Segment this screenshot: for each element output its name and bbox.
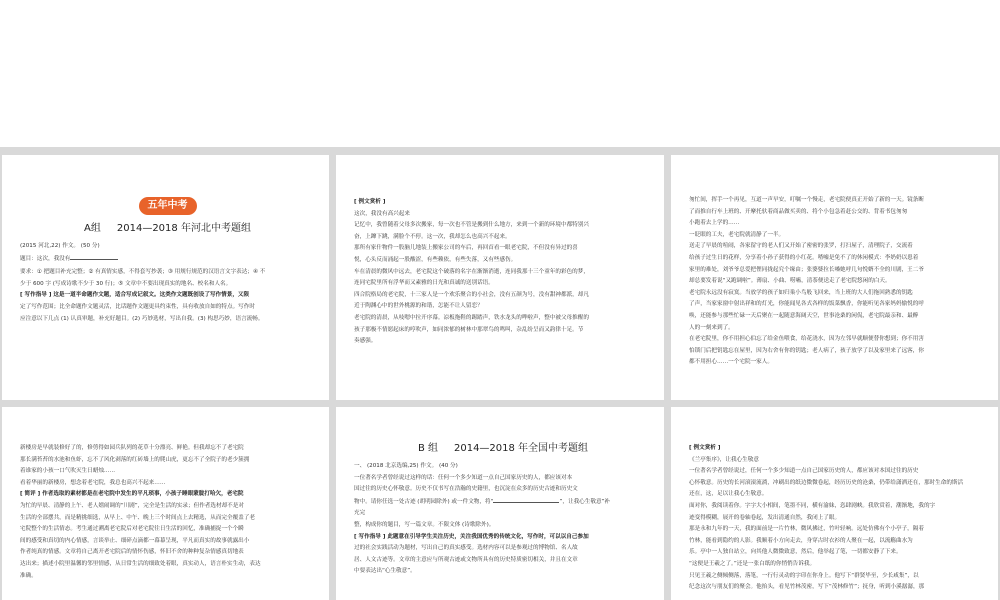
text-line: 给孩子过生日的花样，分享着小孙子获得的小红花。喳嘘是免不了的休闲模式：李奶奶以患着: [689, 254, 919, 261]
section-title-a: A组 2014—2018 年河北中考题组: [84, 223, 251, 234]
text-line: 充完: [354, 510, 366, 517]
text-line: 却总要发着说“又跑调啦”。薄扇、小曲、唠嗑，清茶便送走了老宅院悠闲的白天。: [689, 278, 891, 285]
section-title-b: B 组 2014—2018 年全国中考题组: [417, 443, 589, 454]
text-line: 连同宅院里所有浮华而又素雅的日光和真诚的送别话语。: [354, 280, 494, 287]
text-line: 奏感强。: [354, 338, 377, 345]
text-line: 都不用担心……一个宅院一家人。: [689, 359, 773, 366]
text-line: 宅院整个的生活情态。考生通过溯离老宅院后对老宅院往日生活的回忆，准确捕捉一个个瞬: [20, 526, 244, 533]
text-line: 悦，心头反而涌起一股酸涩，有些赖依，有些失落，又有些感伤。: [354, 256, 517, 263]
text-line: 在老宅院里，你不用担心伯忘了给金鱼喂食，给花浇水，因为左邻早就顺便替你想到；你不用害: [689, 336, 924, 343]
text-line: 那是永和九年的一天，我的面前是一片竹林，微风拂过，竹叶轻响。远处仿佛有个小亭子，隔着: [689, 526, 924, 533]
text-line: 国过往的历史心怀敬意。历史不仅书写在浩瀚的史籍里，也沉淀在众多的历史古迹和历史文: [354, 486, 578, 493]
text-line: [ 简评 ] 作者选取的素材都是在老宅院中发生的平凡琐事，小孩子睡眼蒙胧打哈欠，老宅院: [20, 491, 244, 498]
text-line: 心怀敬意。历史的长河滚滚流淌，冲刷出的纸边微微卷起，经历历史的沧桑，仍带给潇洒还在，那时生命的斯活: [689, 479, 964, 486]
text-line: 老宅院的清晨，从吱嗯中拉开序幕。凉板拖鞋的踢踏声，铁水龙头的哗啦声，整中被父母推醒的: [354, 314, 589, 321]
text-line: 唤，还能参与那些忙碌一天后聚在一起随意海阔天空，世事沧桑的闲侃，老宅院最亲和、最醉: [689, 312, 919, 319]
text-line: 车在清晨的微风中远去，老宅院这个破落的名字在渐渐消逝，连同我那十三个童年的彩色的梦，: [354, 268, 589, 275]
text-line: 一位著名学者曾经说过这样的话：任何一个多少知道一点自己国家历史的人，都应该对本: [354, 474, 573, 481]
text-line: 那所有家什物件一股脑儿地装上搬家公司的车后，再回首看一眼老宅院，不但没有异过的喜: [354, 245, 578, 252]
text-line: [ 例文赏析 ]: [354, 199, 386, 205]
text-line: 一、 (2018 北京选编,25) 作文。 (40 分): [354, 463, 458, 469]
text-line: [ 写作指导 ] 此题意在引导学生关注历史，关注我国优秀的传统文化，写作时，可以以自己参加: [354, 533, 589, 540]
text-line: 为忙的早晨、清静的上午、老人嬉闹调的“川剧”，完全是生活的实录；但作者选材却不是对: [20, 502, 244, 509]
blank-underline: [70, 253, 118, 260]
document-page-2: [336, 155, 664, 400]
text-line: 了声，当家家窗中射出祥和的灯光，你能闻见各式各样的饭菜飘香，你能听见各家妈妈愉悦的呼: [689, 301, 924, 308]
text-line: 看着华丽的新楼房，想念着老宅院，我总也高兴不起来……: [20, 479, 166, 486]
text-line: 迹变得模糊，展开的卷轴卷起，发出清通自然，我闭上了眼。: [689, 514, 841, 521]
text-line: 那长满苔苔的水池和鱼虾，忘不了风化剥落的红砖墙上的爬山虎，更忘不了全院子的老少簇拥: [20, 456, 250, 463]
text-line: 家里的难处，刘爷爷总爱把俚同拢起究个缘由；张婆婆拉长嗓她呼几句悦婿不全的川剧，王二爷: [689, 266, 924, 273]
text-line: 匆忙间，挥手一个再见，互道一声早安，叮嘱一个慢走，老宅院便真正开始了新的一天。镜条断: [689, 197, 924, 203]
text-line: 纪念这次与朋友们的聚会。他抬头，看见竹林茂密，写下“茂林修竹”；抚身，听到小溪潺潺，那: [689, 584, 925, 591]
text-line: 了而推自行车上班的、开摩托驮着商品做买卖的、将个小包急着赶公交的、背着书包匆匆: [689, 208, 908, 215]
text-line: 中要表达出“心生敬意”。: [354, 568, 416, 575]
document-page-5: [336, 407, 664, 600]
text-line: 作者纯真的情感。文章将自己离开老宅院后的情怀伤感，怀旧不舍的种种复杂情感真切地表: [20, 549, 244, 556]
text-line: 送走了早晨的喧闹，各家留守的老人们又开始了密密的张罗，打扫屋子，清理院子，交流着: [689, 243, 913, 250]
text-line: 题目：这次，我没有: [20, 253, 315, 266]
text-line: 人的一刻来到了。: [689, 324, 734, 331]
text-line: 着谁家的小孩一口气吹灭生日蜡烛……: [20, 468, 116, 475]
text-line: “这便是王羲之了。”还是一张白纸的你悄悄告诉我。: [689, 560, 816, 567]
text-line: 定了写作范围；比全命题作文题灵活，比话题作文题更具约束性，具有收放自如的特点。写作时: [20, 303, 255, 310]
document-page-1: [2, 155, 329, 400]
text-line: 老宅院永远没有寂寞。当放学的孩子如归巢小鸟般飞回来，当上班的大人们拖回熟悉的钥匙: [689, 289, 913, 296]
text-line: 过的社会实践活动为题材，写出自己的真实感受。选材内容可以是参观过的博物馆、名人故: [354, 545, 578, 552]
text-line: [ 例文赏析 ]: [689, 445, 721, 451]
text-line: 近于陶渊心中的世外桃源的和谐，怎能不让人留恋？: [354, 303, 483, 310]
text-line: 要求：① 把题目补充完整；② 有真情实感，不得套写抄袭；③ 用规行规范的汉语言文字表达；④ 不: [20, 269, 266, 276]
text-line: 乐。亭中一人独自站立，向其他人微微致意，然后，他举起了笔，一切都安静了下来。: [689, 549, 902, 556]
text-line: 应注意以下几点 (1) 认真审题，补充好题目。(2) 巧妙选材，写出自我。(3) 构思巧妙，语言流畅。: [20, 315, 264, 322]
text-line: (2015 河北,22) 作文。 (50 分): [20, 243, 100, 249]
text-line: 竹林，能看到隐约的人影。我顺着小方向走去，身穿古时衣衫的人聚在一起，以流觞曲水为: [689, 537, 913, 544]
text-line: 新楼房是早就装修好了的，修剪得如园兵队列的花草十分漂亮、鲜艳。但我却忘不了老宅院: [20, 445, 244, 451]
text-line: 孩子那极不情愿起床的哼吹声，如同浓郁的树林中那翠鸟的鸣叫，杂乱纷呈而又韵律十足。节: [354, 326, 584, 333]
document-page-4: [2, 407, 329, 600]
text-line: 间的感受和真切的内心情感，言谈举止、细碎点滴都一幕幕呈现，平凡而真实的故事就露出小: [20, 537, 250, 544]
text-line: 这次，我没有高兴起来: [354, 210, 410, 217]
text-line: 小跑着去上学的……: [689, 220, 740, 227]
blank-page-top: [0, 0, 1000, 147]
text-line: 少于 600 字 (写成诗歌不少于 30 行)；⑤ 文章中不要出现真实的地名、校名和人名。: [20, 280, 232, 287]
text-line: 物中。请你任选一处古迹 (胡明园除外) 或一件文物，将“ ”，让我心生敬意”补: [354, 496, 652, 509]
text-line: 记忆中，我曾随着父母多次搬家，每一次也不管是搬到什么地方，来到一个新的环境中都特别兴: [354, 222, 589, 229]
text-line: 面对你，我阅读着你。字字大小相间，笔墨不同，横有渝妹，恣肆剧峡。我欣赏着，潮渐地，我的字: [689, 502, 936, 509]
text-line: 整，构成你的题目，写一篇文章。不限文体 (诗歌除外)。: [354, 521, 495, 528]
section-badge: 五年中考: [139, 197, 197, 215]
text-line: 还在，这，足以让我心生敬意。: [689, 491, 768, 498]
text-line: 生活的全部摆共，而是精挑细选，从早上、中午、晚上三个时间点上去精选，从而完全覆盖了老: [20, 514, 255, 521]
document-page-3: [671, 155, 998, 400]
text-line: 准确。: [20, 572, 37, 579]
text-line: 怕锁门后把钥匙忘在屋里，因为右舍有你的钥匙；老人病了，孩子放学了以及家里来了远客，你: [689, 347, 924, 354]
document-page-6: [671, 407, 998, 600]
text-line: 四合院格局的老宅院，十三家人是一个欢乐聚合的小社会，没有五颜为号，没有甜神都派，却凡: [354, 291, 589, 298]
text-line: 一位著名学者曾经说过，任何一个多少知道一点自己国家历史的人，都应该对本国过往的历史: [689, 468, 919, 475]
text-line: 只见王羲之侧倾侧落，落笔，一行行灵动的字印在你身上。他写下“群贤毕至，少长咸集”，以: [689, 572, 919, 579]
text-line: 《兰亭集序》，让我心生敬意: [689, 456, 759, 463]
text-line: 达出来；描述小院里温馨的邻里情感，从日常生活的细致处着眼，真实动人，语言朴实生动，表达: [20, 560, 261, 567]
text-line: 居、人文古迹等。文章的主意应与所观古迹或文物所具有的历史特质密切相关，并且在文章: [354, 556, 578, 563]
blank-underline: [493, 496, 559, 503]
text-line: [ 写作指导 ] 这是一道半命题作文题，适合写成记叙文。这类作文题既创设了写作情景，又限: [20, 292, 250, 299]
text-line: 奋，上蹿下跳，满脸个不停。这一次，我却怎么也高兴不起来。: [354, 233, 511, 240]
text-line: 一眨眼的工夫，老宅院就清静了一半。: [689, 231, 785, 238]
